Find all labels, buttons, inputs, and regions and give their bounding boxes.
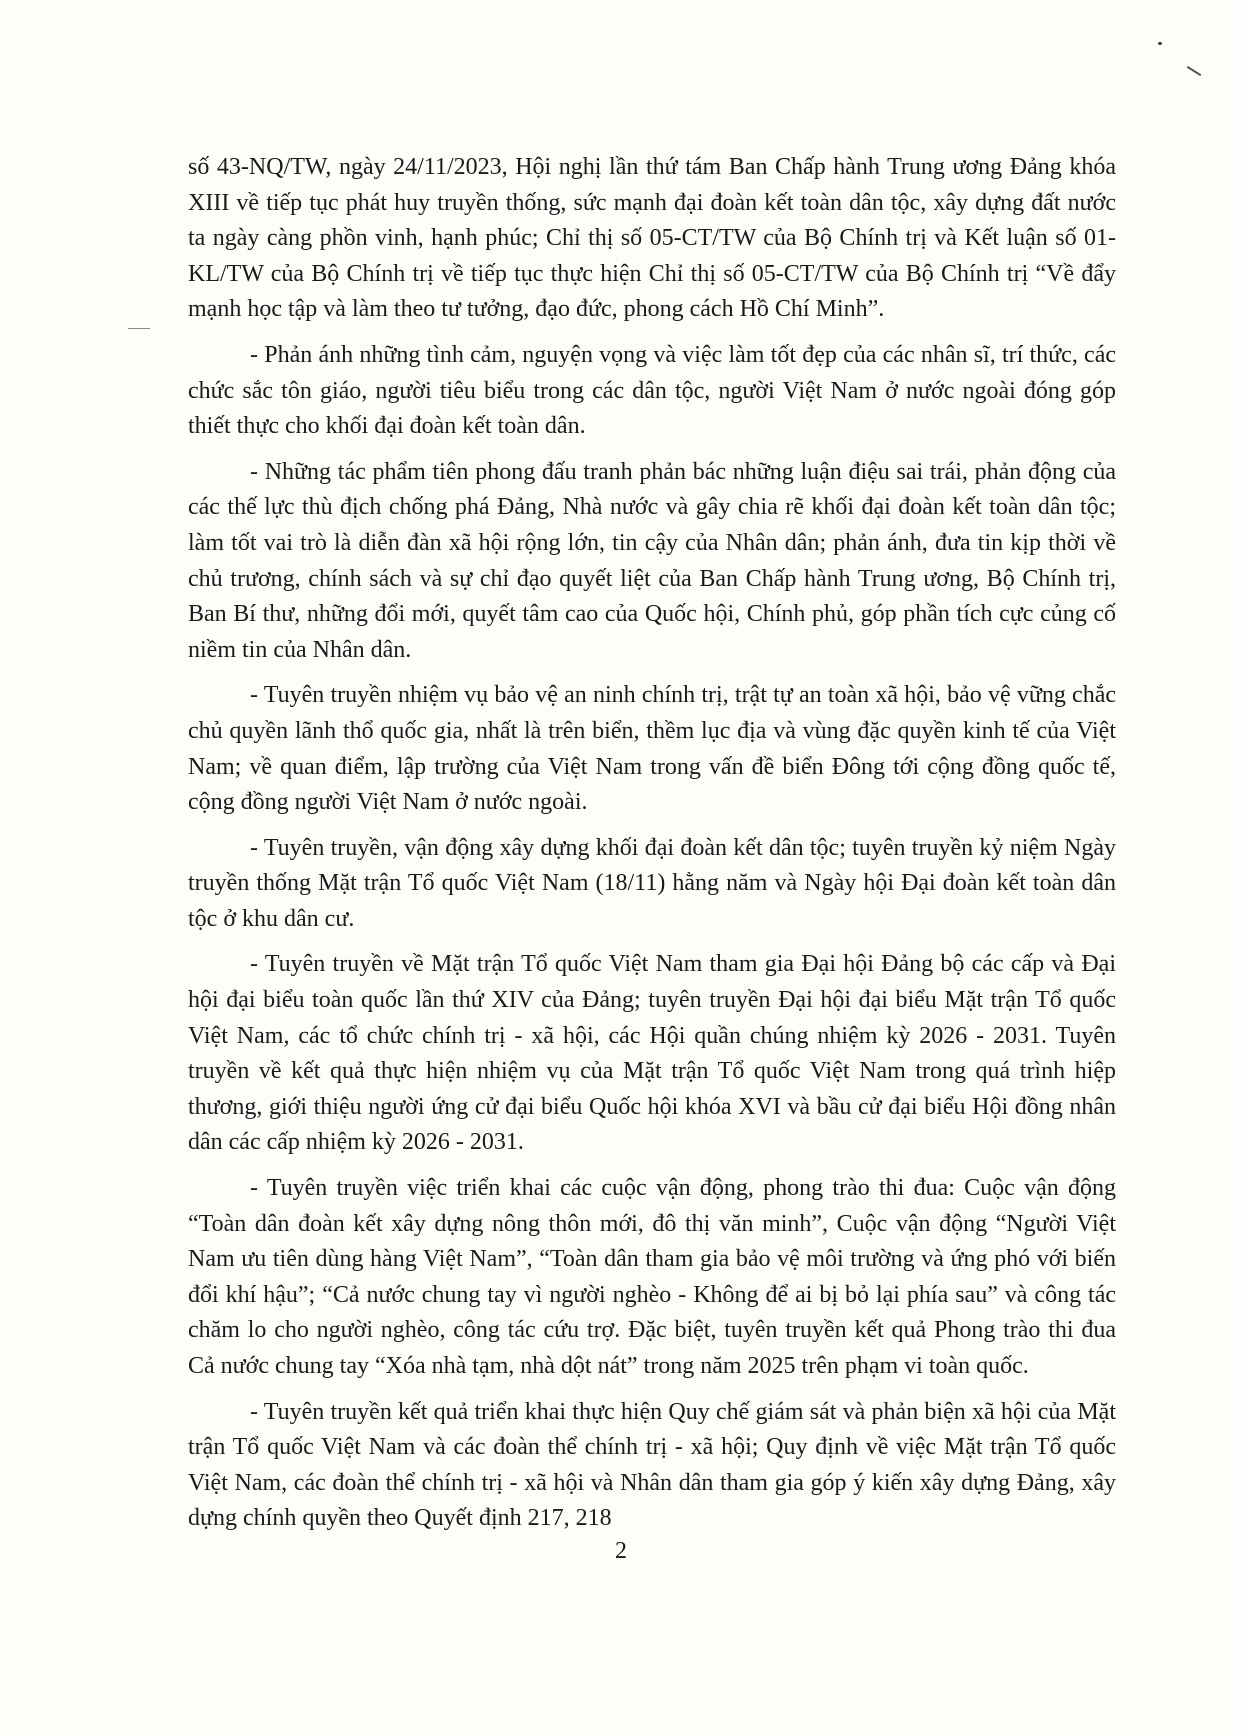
- paragraph: - Tuyên truyền việc triển khai các cuộc vận động, phong trào thi đua: Cuộc vận động “Toàn dân đoàn kết xây dựng nông thôn mới, đô thị văn minh”, Cuộc vận động “Người Việt Nam ưu tiên dùng hàng Việt Nam”, “Toàn dân tham gia bảo vệ môi trường và ứng phó với biến đổi khí hậu”; “Cả nước chung tay vì người nghèo - Không để ai bị bỏ lại phía sau” và công tác chăm lo cho người nghèo, công tác cứu trợ. Đặc biệt, tuyên truyền kết quả Phong trào thi đua Cả nước chung tay “Xóa nhà tạm, nhà dột nát” trong năm 2025 trên phạm vi toàn quốc.: [188, 1175, 1116, 1379]
- paragraph: - Tuyên truyền nhiệm vụ bảo vệ an ninh chính trị, trật tự an toàn xã hội, bảo vệ vững chắc chủ quyền lãnh thổ quốc gia, nhất là trên biển, thềm lục địa và vùng đặc quyền kinh tế của Việt Nam; về quan điểm, lập trường của Việt Nam trong vấn đề biển Đông tới cộng đồng quốc tế, cộng đồng người Việt Nam ở nước ngoài.: [188, 682, 1116, 816]
- paragraph: - Tuyên truyền, vận động xây dựng khối đại đoàn kết dân tộc; tuyên truyền kỷ niệm Ngày truyền thống Mặt trận Tổ quốc Việt Nam (18/11) hằng năm và Ngày hội Đại đoàn kết toàn dân tộc ở khu dân cư.: [188, 834, 1116, 932]
- paragraph: - Phản ánh những tình cảm, nguyện vọng và việc làm tốt đẹp của các nhân sĩ, trí thức, các chức sắc tôn giáo, người tiêu biểu trong các dân tộc, người Việt Nam ở nước ngoài đóng góp thiết thực cho khối đại đoàn kết toàn dân.: [188, 341, 1116, 440]
- page-number: 2: [615, 1538, 627, 1564]
- paragraph: - Tuyên truyền kết quả triển khai thực hiện Quy chế giám sát và phản biện xã hội của Mặt trận Tổ quốc Việt Nam và các đoàn thể chính trị - xã hội; Quy định về việc Mặt trận Tổ quốc Việt Nam, các đoàn thể chính trị - xã hội và Nhân dân tham gia góp ý kiến xây dựng Đảng, xây dựng chính quyền theo Quyết định 217, 218: [188, 1398, 1116, 1532]
- scan-speck: [1158, 42, 1162, 45]
- scan-speck: [128, 328, 150, 329]
- document-body: [188, 150, 1116, 1547]
- paragraph: - Tuyên truyền về Mặt trận Tổ quốc Việt Nam tham gia Đại hội Đảng bộ các cấp và Đại hội đại biểu toàn quốc lần thứ XIV của Đảng; tuyên truyền Đại hội đại biểu Mặt trận Tổ quốc Việt Nam, các tổ chức chính trị - xã hội, các Hội quần chúng nhiệm kỳ 2026 - 2031. Tuyên truyền về kết quả thực hiện nhiệm vụ của Mặt trận Tổ quốc Việt Nam trong quá trình hiệp thương, giới thiệu người ứng cử đại biểu Quốc hội khóa XVI và bầu cử đại biểu Hội đồng nhân dân các cấp nhiệm kỳ 2026 - 2031.: [188, 951, 1116, 1156]
- paragraph-continuation: số 43-NQ/TW, ngày 24/11/2023, Hội nghị lần thứ tám Ban Chấp hành Trung ương Đảng khóa XIII về tiếp tục phát huy truyền thống, sức mạnh đại đoàn kết toàn dân tộc, xây dựng đất nước ta ngày càng phồn vinh, hạnh phúc; Chỉ thị số 05-CT/TW của Bộ Chính trị và Kết luận số 01-KL/TW của Bộ Chính trị về tiếp tục thực hiện Chỉ thị số 05-CT/TW của Bộ Chính trị “Về đẩy mạnh học tập và làm theo tư tưởng, đạo đức, phong cách Hồ Chí Minh”.: [188, 154, 1116, 323]
- paragraph: - Những tác phẩm tiên phong đấu tranh phản bác những luận điệu sai trái, phản động của các thế lực thù địch chống phá Đảng, Nhà nước và gây chia rẽ khối đại đoàn kết toàn dân tộc; làm tốt vai trò là diễn đàn xã hội rộng lớn, tin cậy của Nhân dân; phản ánh, đưa tin kịp thời về chủ trương, chính sách và sự chỉ đạo quyết liệt của Ban Chấp hành Trung ương, Bộ Chính trị, Ban Bí thư, những đổi mới, quyết tâm cao của Quốc hội, Chính phủ, góp phần tích cực củng cố niềm tin của Nhân dân.: [188, 458, 1116, 663]
- scan-speck: [1187, 66, 1202, 76]
